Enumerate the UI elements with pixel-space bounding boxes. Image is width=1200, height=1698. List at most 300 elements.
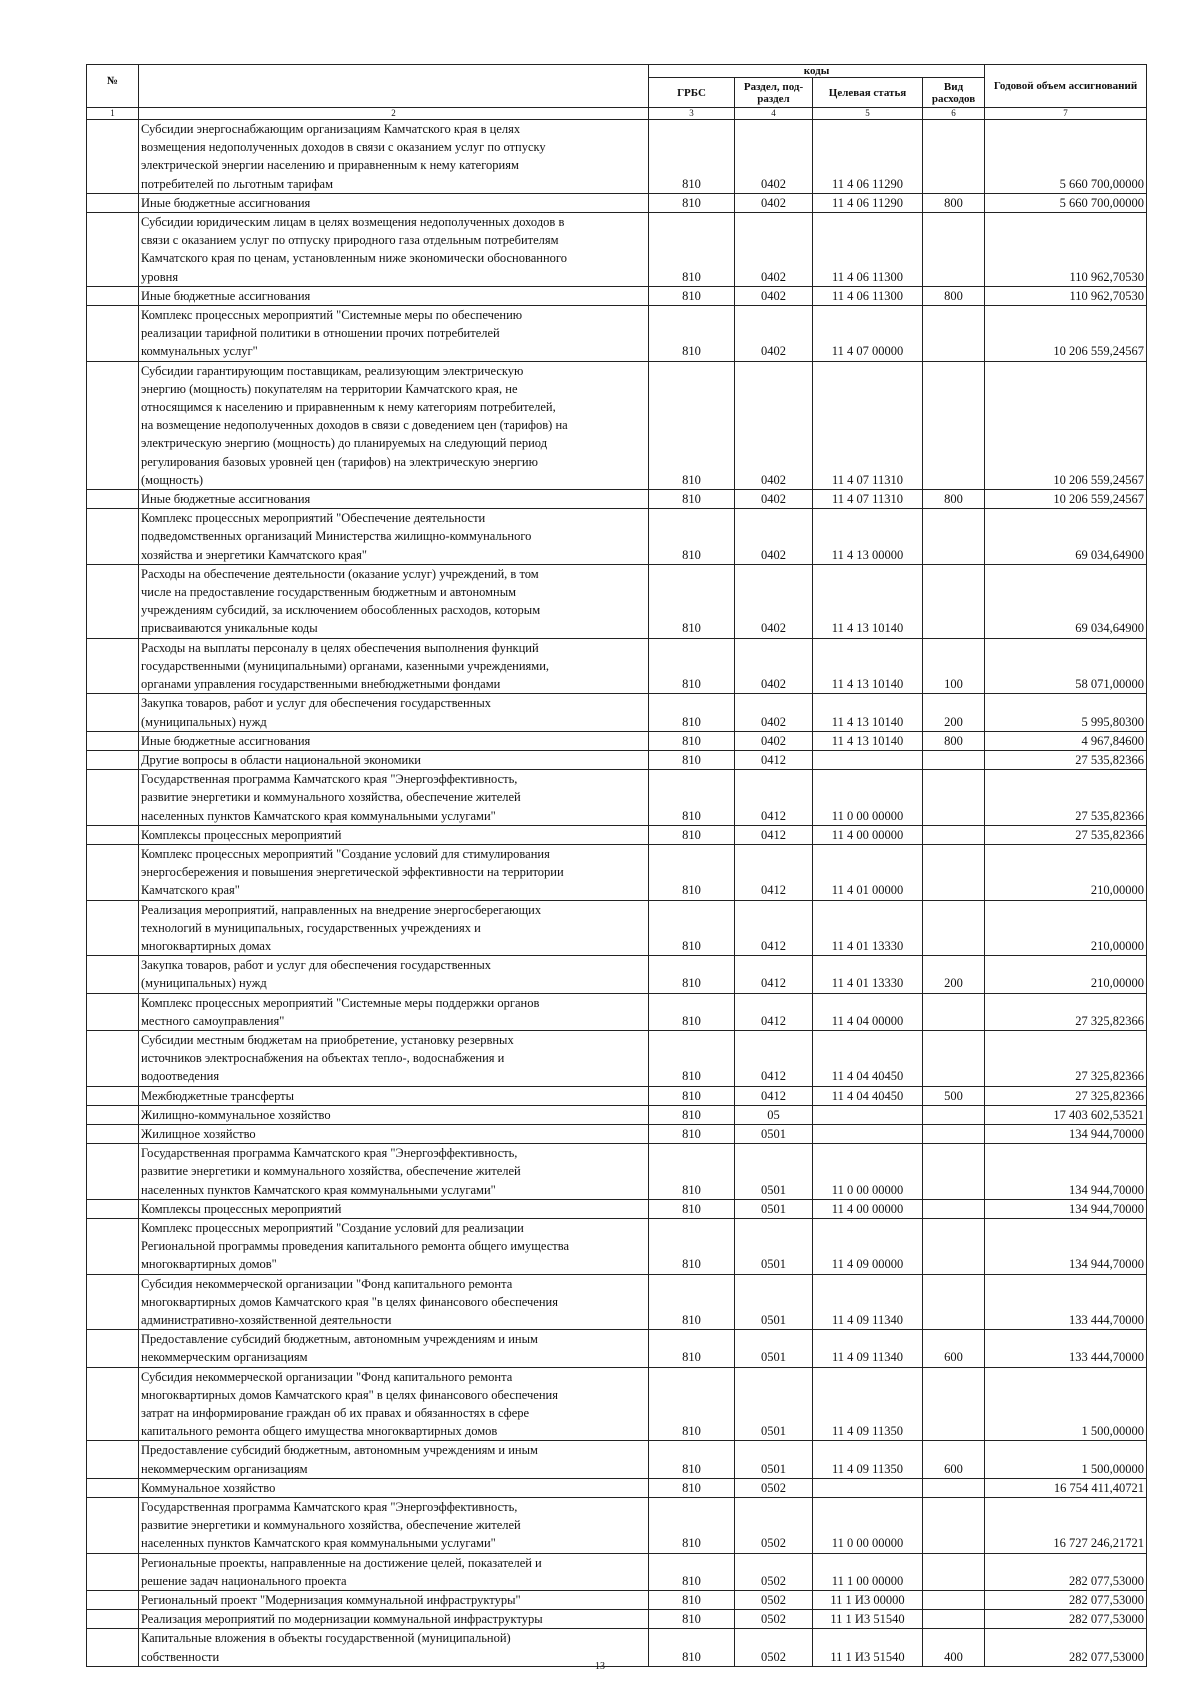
cell-target: 11 4 13 10140: [813, 564, 923, 638]
cell-grbs: 810: [649, 564, 735, 638]
cell-section: 0402: [735, 490, 813, 509]
cell-name: Субсидии юридическим лицам в целях возмещения недополученных доходов в связи с оказанием услуг по отпуску природного газа отдельным потребителям Камчатского края по ценам, установленным ниже экономически обоснованного уровня: [139, 213, 649, 287]
cell-name: Реализация мероприятий, направленных на внедрение энергосберегающих технологий в муниципальных, государственных учреждениях и многоквартирных домах: [139, 900, 649, 956]
cell-name: Субсидия некоммерческой организации "Фонд капитального ремонта многоквартирных домов Камчатского края "в целях финансового обеспечения административно-хозяйственной деятельности: [139, 1274, 649, 1330]
cell-target: 11 4 13 00000: [813, 509, 923, 565]
cell-volume: 27 535,82366: [985, 825, 1147, 844]
cell-num: [87, 306, 139, 362]
cell-section: 0501: [735, 1199, 813, 1218]
cell-section: 0402: [735, 731, 813, 750]
table-row: [87, 361, 1147, 489]
cell-target: [813, 1124, 923, 1143]
cell-grbs: 810: [649, 694, 735, 731]
cell-kind: [923, 1498, 985, 1554]
cell-name: Субсидии местным бюджетам на приобретение, установку резервных источников электроснабжения на объектах тепло-, водоснабжения и водоотведения: [139, 1030, 649, 1086]
cell-name: Коммунальное хозяйство: [139, 1478, 649, 1497]
table-row: [87, 1553, 1147, 1590]
cell-num: [87, 731, 139, 750]
cell-target: 11 4 06 11290: [813, 193, 923, 212]
cell-volume: 58 071,00000: [985, 638, 1147, 694]
header-index-row: [87, 108, 1147, 120]
index-cell: 2: [139, 108, 649, 120]
cell-volume: 27 325,82366: [985, 1086, 1147, 1105]
cell-section: 0402: [735, 638, 813, 694]
cell-grbs: 810: [649, 509, 735, 565]
cell-volume: 5 660 700,00000: [985, 120, 1147, 194]
cell-section: 0502: [735, 1553, 813, 1590]
table-row: [87, 1478, 1147, 1497]
index-cell: 7: [985, 108, 1147, 120]
cell-num: [87, 1498, 139, 1554]
cell-target: 11 4 04 40450: [813, 1030, 923, 1086]
cell-grbs: 810: [649, 1498, 735, 1554]
cell-volume: 134 944,70000: [985, 1218, 1147, 1274]
header-grbs: ГРБС: [649, 78, 735, 108]
cell-name: Региональные проекты, направленные на достижение целей, показателей и решение задач национального проекта: [139, 1553, 649, 1590]
cell-grbs: 810: [649, 1105, 735, 1124]
cell-kind: [923, 1591, 985, 1610]
cell-target: [813, 1478, 923, 1497]
cell-section: 0402: [735, 213, 813, 287]
cell-volume: 16 727 246,21721: [985, 1498, 1147, 1554]
header-volume: Годовой объем ассигнований: [985, 65, 1147, 108]
cell-volume: 134 944,70000: [985, 1199, 1147, 1218]
cell-num: [87, 1553, 139, 1590]
cell-target: 11 4 09 11350: [813, 1441, 923, 1478]
cell-volume: 210,00000: [985, 844, 1147, 900]
cell-name: Реализация мероприятий по модернизации коммунальной инфраструктуры: [139, 1610, 649, 1629]
cell-name: Другие вопросы в области национальной экономики: [139, 750, 649, 769]
cell-volume: 10 206 559,24567: [985, 490, 1147, 509]
cell-grbs: 810: [649, 1367, 735, 1441]
cell-volume: 16 754 411,40721: [985, 1478, 1147, 1497]
cell-target: [813, 1105, 923, 1124]
cell-target: 11 1 И3 51540: [813, 1629, 923, 1666]
cell-num: [87, 120, 139, 194]
table-row: [87, 306, 1147, 362]
cell-target: 11 4 07 11310: [813, 361, 923, 489]
cell-kind: [923, 1218, 985, 1274]
cell-grbs: 810: [649, 731, 735, 750]
cell-grbs: 810: [649, 306, 735, 362]
cell-section: 0501: [735, 1441, 813, 1478]
header-name: [139, 65, 649, 108]
cell-section: 0501: [735, 1367, 813, 1441]
cell-target: 11 4 04 40450: [813, 1086, 923, 1105]
cell-name: Расходы на обеспечение деятельности (оказание услуг) учреждений, в том числе на предоставление государственным бюджетным и автономным учреждениям субсидий, за исключением обособленных расходов, которым присваиваются уникальные коды: [139, 564, 649, 638]
header-codes: коды: [649, 65, 985, 78]
cell-name: Комплексы процессных мероприятий: [139, 825, 649, 844]
table-row: [87, 731, 1147, 750]
cell-kind: [923, 770, 985, 826]
cell-volume: 110 962,70530: [985, 213, 1147, 287]
cell-target: 11 4 09 00000: [813, 1218, 923, 1274]
cell-volume: 27 325,82366: [985, 1030, 1147, 1086]
cell-volume: 110 962,70530: [985, 286, 1147, 305]
cell-volume: 27 535,82366: [985, 750, 1147, 769]
cell-grbs: 810: [649, 361, 735, 489]
cell-volume: 282 077,53000: [985, 1553, 1147, 1590]
table-row: [87, 694, 1147, 731]
cell-num: [87, 1610, 139, 1629]
cell-num: [87, 509, 139, 565]
cell-kind: 600: [923, 1330, 985, 1367]
cell-name: Жилищно-коммунальное хозяйство: [139, 1105, 649, 1124]
cell-name: Государственная программа Камчатского края "Энергоэффективность, развитие энергетики и коммунального хозяйства, обеспечение жителей населенных пунктов Камчатского края коммунальными услугами": [139, 770, 649, 826]
table-row: [87, 490, 1147, 509]
table-row: [87, 213, 1147, 287]
cell-grbs: 810: [649, 844, 735, 900]
cell-volume: 10 206 559,24567: [985, 361, 1147, 489]
cell-section: 0412: [735, 1086, 813, 1105]
cell-section: 0402: [735, 564, 813, 638]
cell-kind: [923, 844, 985, 900]
cell-target: 11 4 13 10140: [813, 694, 923, 731]
cell-name: Субсидии энергоснабжающим организациям Камчатского края в целях возмещения недополученных доходов в связи с оказанием услуг по отпуску электрической энергии населению и приравненным к нему категориям потребителей по льготным тарифам: [139, 120, 649, 194]
cell-target: 11 1 И3 00000: [813, 1591, 923, 1610]
cell-volume: 282 077,53000: [985, 1629, 1147, 1666]
table-row: [87, 1218, 1147, 1274]
cell-section: 0402: [735, 509, 813, 565]
cell-num: [87, 1086, 139, 1105]
cell-kind: [923, 1367, 985, 1441]
table-row: [87, 750, 1147, 769]
cell-grbs: 810: [649, 900, 735, 956]
cell-kind: 400: [923, 1629, 985, 1666]
page-number: 13: [595, 1661, 605, 1672]
cell-section: 0402: [735, 120, 813, 194]
cell-kind: [923, 213, 985, 287]
cell-section: 0502: [735, 1610, 813, 1629]
table-row: [87, 1591, 1147, 1610]
cell-section: 0412: [735, 825, 813, 844]
cell-section: 0412: [735, 770, 813, 826]
cell-kind: [923, 1274, 985, 1330]
cell-volume: 134 944,70000: [985, 1124, 1147, 1143]
table-row: [87, 956, 1147, 993]
cell-kind: [923, 825, 985, 844]
cell-name: Закупка товаров, работ и услуг для обеспечения государственных (муниципальных) нужд: [139, 694, 649, 731]
table-row: [87, 1124, 1147, 1143]
cell-section: 0402: [735, 193, 813, 212]
cell-section: 0402: [735, 694, 813, 731]
cell-num: [87, 1199, 139, 1218]
cell-target: 11 1 И3 51540: [813, 1610, 923, 1629]
cell-grbs: 810: [649, 1218, 735, 1274]
cell-grbs: 810: [649, 770, 735, 826]
cell-num: [87, 564, 139, 638]
cell-volume: 69 034,64900: [985, 564, 1147, 638]
cell-kind: 800: [923, 286, 985, 305]
cell-target: 11 4 06 11300: [813, 286, 923, 305]
cell-grbs: 810: [649, 1144, 735, 1200]
table-row: [87, 1441, 1147, 1478]
cell-kind: [923, 1199, 985, 1218]
cell-grbs: 810: [649, 638, 735, 694]
cell-section: 0412: [735, 1030, 813, 1086]
cell-grbs: 810: [649, 1610, 735, 1629]
cell-num: [87, 286, 139, 305]
cell-kind: [923, 509, 985, 565]
cell-target: 11 0 00 00000: [813, 1498, 923, 1554]
cell-target: 11 4 01 00000: [813, 844, 923, 900]
cell-volume: 5 995,80300: [985, 694, 1147, 731]
cell-name: Закупка товаров, работ и услуг для обеспечения государственных (муниципальных) нужд: [139, 956, 649, 993]
cell-num: [87, 213, 139, 287]
cell-kind: [923, 564, 985, 638]
cell-name: Комплексы процессных мероприятий: [139, 1199, 649, 1218]
cell-kind: 500: [923, 1086, 985, 1105]
cell-target: 11 4 00 00000: [813, 825, 923, 844]
cell-kind: [923, 1124, 985, 1143]
table-row: [87, 1610, 1147, 1629]
cell-name: Иные бюджетные ассигнования: [139, 193, 649, 212]
cell-kind: 800: [923, 193, 985, 212]
cell-section: 05: [735, 1105, 813, 1124]
cell-section: 0501: [735, 1144, 813, 1200]
cell-name: Комплекс процессных мероприятий "Системные меры по обеспечению реализации тарифной политики в отношении прочих потребителей коммунальных услуг": [139, 306, 649, 362]
cell-grbs: 810: [649, 825, 735, 844]
cell-volume: 69 034,64900: [985, 509, 1147, 565]
cell-volume: 17 403 602,53521: [985, 1105, 1147, 1124]
cell-name: Комплекс процессных мероприятий "Системные меры поддержки органов местного самоуправления": [139, 993, 649, 1030]
table-row: [87, 844, 1147, 900]
cell-target: 11 4 01 13330: [813, 900, 923, 956]
cell-kind: [923, 361, 985, 489]
table-row: [87, 1105, 1147, 1124]
cell-volume: 133 444,70000: [985, 1330, 1147, 1367]
cell-kind: [923, 993, 985, 1030]
cell-volume: 5 660 700,00000: [985, 193, 1147, 212]
index-cell: 4: [735, 108, 813, 120]
cell-kind: 800: [923, 731, 985, 750]
cell-name: Жилищное хозяйство: [139, 1124, 649, 1143]
table-row: [87, 1367, 1147, 1441]
cell-num: [87, 1441, 139, 1478]
cell-kind: [923, 1553, 985, 1590]
cell-section: 0402: [735, 286, 813, 305]
cell-volume: 210,00000: [985, 900, 1147, 956]
table-row: [87, 509, 1147, 565]
cell-volume: 27 325,82366: [985, 993, 1147, 1030]
cell-section: 0501: [735, 1330, 813, 1367]
table-header: [87, 65, 1147, 120]
cell-section: 0502: [735, 1591, 813, 1610]
cell-num: [87, 490, 139, 509]
cell-kind: 600: [923, 1441, 985, 1478]
cell-kind: [923, 750, 985, 769]
cell-target: 11 4 04 00000: [813, 993, 923, 1030]
cell-name: Государственная программа Камчатского края "Энергоэффективность, развитие энергетики и коммунального хозяйства, обеспечение жителей населенных пунктов Камчатского края коммунальными услугами": [139, 1498, 649, 1554]
index-cell: 3: [649, 108, 735, 120]
cell-num: [87, 1030, 139, 1086]
cell-num: [87, 1124, 139, 1143]
table-row: [87, 564, 1147, 638]
cell-grbs: 810: [649, 1086, 735, 1105]
cell-grbs: 810: [649, 213, 735, 287]
table-row: [87, 286, 1147, 305]
cell-num: [87, 1218, 139, 1274]
cell-volume: 282 077,53000: [985, 1591, 1147, 1610]
cell-kind: 800: [923, 490, 985, 509]
cell-num: [87, 193, 139, 212]
cell-grbs: 810: [649, 193, 735, 212]
table-row: [87, 1330, 1147, 1367]
table-row: [87, 993, 1147, 1030]
appropriations-table: [86, 64, 1147, 1667]
cell-target: 11 0 00 00000: [813, 1144, 923, 1200]
table-row: [87, 1274, 1147, 1330]
table-row: [87, 825, 1147, 844]
cell-grbs: 810: [649, 1030, 735, 1086]
cell-num: [87, 825, 139, 844]
cell-kind: 100: [923, 638, 985, 694]
cell-section: 0502: [735, 1478, 813, 1497]
cell-target: 11 4 06 11300: [813, 213, 923, 287]
cell-grbs: 810: [649, 1124, 735, 1143]
cell-section: 0502: [735, 1629, 813, 1666]
cell-name: Комплекс процессных мероприятий "Создание условий для реализации Региональной программы проведения капитального ремонта общего имущества многоквартирных домов": [139, 1218, 649, 1274]
table-row: [87, 120, 1147, 194]
cell-name: Иные бюджетные ассигнования: [139, 490, 649, 509]
cell-num: [87, 1274, 139, 1330]
cell-num: [87, 1591, 139, 1610]
table-row: [87, 1086, 1147, 1105]
cell-kind: [923, 1610, 985, 1629]
cell-grbs: 810: [649, 120, 735, 194]
cell-target: 11 4 00 00000: [813, 1199, 923, 1218]
header-target: Целевая статья: [813, 78, 923, 108]
cell-target: 11 4 13 10140: [813, 638, 923, 694]
cell-kind: [923, 1144, 985, 1200]
cell-section: 0402: [735, 306, 813, 362]
cell-kind: [923, 1478, 985, 1497]
table-row: [87, 193, 1147, 212]
cell-name: Капитальные вложения в объекты государственной (муниципальной) собственности: [139, 1629, 649, 1666]
cell-volume: 10 206 559,24567: [985, 306, 1147, 362]
cell-grbs: 810: [649, 286, 735, 305]
cell-num: [87, 1330, 139, 1367]
cell-volume: 210,00000: [985, 956, 1147, 993]
cell-num: [87, 770, 139, 826]
cell-name: Субсидии гарантирующим поставщикам, реализующим электрическую энергию (мощность) покупателям на территории Камчатского края, не относящимся к населению и приравненным к нему категориям потребителей, на возмещение недополученных доходов в связи с доведением цен (тарифов) на электрическую энергию (мощность) до планируемых на следующий период регулирования базовых уровней цен (тарифов) на электрическую энергию (мощность): [139, 361, 649, 489]
cell-target: 11 4 13 10140: [813, 731, 923, 750]
cell-section: 0412: [735, 993, 813, 1030]
cell-num: [87, 750, 139, 769]
cell-name: Региональный проект "Модернизация коммунальной инфраструктуры": [139, 1591, 649, 1610]
cell-name: Субсидия некоммерческой организации "Фонд капитального ремонта многоквартирных домов Камчатского края" в целях финансового обеспечения затрат на информирование граждан об их правах и обязанностях в сфере капитального ремонта общего имущества многоквартирных домов: [139, 1367, 649, 1441]
cell-name: Иные бюджетные ассигнования: [139, 731, 649, 750]
header-kind: Вид расходов: [923, 78, 985, 108]
cell-grbs: 810: [649, 1330, 735, 1367]
cell-num: [87, 993, 139, 1030]
cell-section: 0402: [735, 361, 813, 489]
cell-grbs: 810: [649, 750, 735, 769]
cell-target: 11 4 09 11350: [813, 1367, 923, 1441]
cell-section: 0501: [735, 1124, 813, 1143]
cell-section: 0412: [735, 844, 813, 900]
cell-grbs: 810: [649, 1199, 735, 1218]
cell-grbs: 810: [649, 1478, 735, 1497]
cell-section: 0412: [735, 956, 813, 993]
cell-name: Предоставление субсидий бюджетным, автономным учреждениям и иным некоммерческим организациям: [139, 1441, 649, 1478]
header-section: Раздел, под-раздел: [735, 78, 813, 108]
cell-name: Иные бюджетные ассигнования: [139, 286, 649, 305]
cell-volume: 133 444,70000: [985, 1274, 1147, 1330]
cell-num: [87, 900, 139, 956]
cell-section: 0412: [735, 900, 813, 956]
cell-section: 0412: [735, 750, 813, 769]
cell-grbs: 810: [649, 1441, 735, 1478]
table-row: [87, 1030, 1147, 1086]
cell-grbs: 810: [649, 490, 735, 509]
cell-name: Государственная программа Камчатского края "Энергоэффективность, развитие энергетики и коммунального хозяйства, обеспечение жителей населенных пунктов Камчатского края коммунальными услугами": [139, 1144, 649, 1200]
cell-volume: 1 500,00000: [985, 1441, 1147, 1478]
cell-target: 11 4 01 13330: [813, 956, 923, 993]
cell-section: 0502: [735, 1498, 813, 1554]
cell-kind: 200: [923, 956, 985, 993]
table-row: [87, 638, 1147, 694]
cell-volume: 282 077,53000: [985, 1610, 1147, 1629]
table-row: [87, 1144, 1147, 1200]
cell-target: 11 4 07 11310: [813, 490, 923, 509]
cell-section: 0501: [735, 1218, 813, 1274]
cell-volume: 134 944,70000: [985, 1144, 1147, 1200]
cell-kind: [923, 1105, 985, 1124]
table-row: [87, 1199, 1147, 1218]
cell-grbs: 810: [649, 1591, 735, 1610]
cell-target: 11 4 09 11340: [813, 1274, 923, 1330]
cell-kind: [923, 120, 985, 194]
cell-num: [87, 1478, 139, 1497]
cell-target: 11 4 09 11340: [813, 1330, 923, 1367]
cell-num: [87, 361, 139, 489]
cell-grbs: 810: [649, 993, 735, 1030]
table-row: [87, 1498, 1147, 1554]
cell-name: Межбюджетные трансферты: [139, 1086, 649, 1105]
cell-name: Комплекс процессных мероприятий "Создание условий для стимулирования энергосбережения и повышения энергетической эффективности на территории Камчатского края": [139, 844, 649, 900]
table-row: [87, 770, 1147, 826]
cell-grbs: 810: [649, 1629, 735, 1666]
cell-num: [87, 956, 139, 993]
cell-kind: [923, 1030, 985, 1086]
cell-kind: [923, 900, 985, 956]
index-cell: 1: [87, 108, 139, 120]
table-body: [87, 120, 1147, 1667]
cell-grbs: 810: [649, 1274, 735, 1330]
cell-target: 11 0 00 00000: [813, 770, 923, 826]
cell-target: 11 1 00 00000: [813, 1553, 923, 1590]
cell-kind: [923, 306, 985, 362]
index-cell: 6: [923, 108, 985, 120]
cell-num: [87, 1105, 139, 1124]
cell-grbs: 810: [649, 956, 735, 993]
table-row: [87, 900, 1147, 956]
cell-section: 0501: [735, 1274, 813, 1330]
cell-name: Расходы на выплаты персоналу в целях обеспечения выполнения функций государственными (муниципальными) органами, казенными учреждениями, органами управления государственными внебюджетными фондами: [139, 638, 649, 694]
cell-num: [87, 1144, 139, 1200]
cell-kind: 200: [923, 694, 985, 731]
cell-target: 11 4 06 11290: [813, 120, 923, 194]
cell-num: [87, 1367, 139, 1441]
cell-num: [87, 694, 139, 731]
cell-target: 11 4 07 00000: [813, 306, 923, 362]
header-num: №: [87, 65, 139, 108]
cell-target: [813, 750, 923, 769]
cell-name: Комплекс процессных мероприятий "Обеспечение деятельности подведомственных организаций Министерства жилищно-коммунального хозяйства и энергетики Камчатского края": [139, 509, 649, 565]
cell-grbs: 810: [649, 1553, 735, 1590]
cell-name: Предоставление субсидий бюджетным, автономным учреждениям и иным некоммерческим организациям: [139, 1330, 649, 1367]
